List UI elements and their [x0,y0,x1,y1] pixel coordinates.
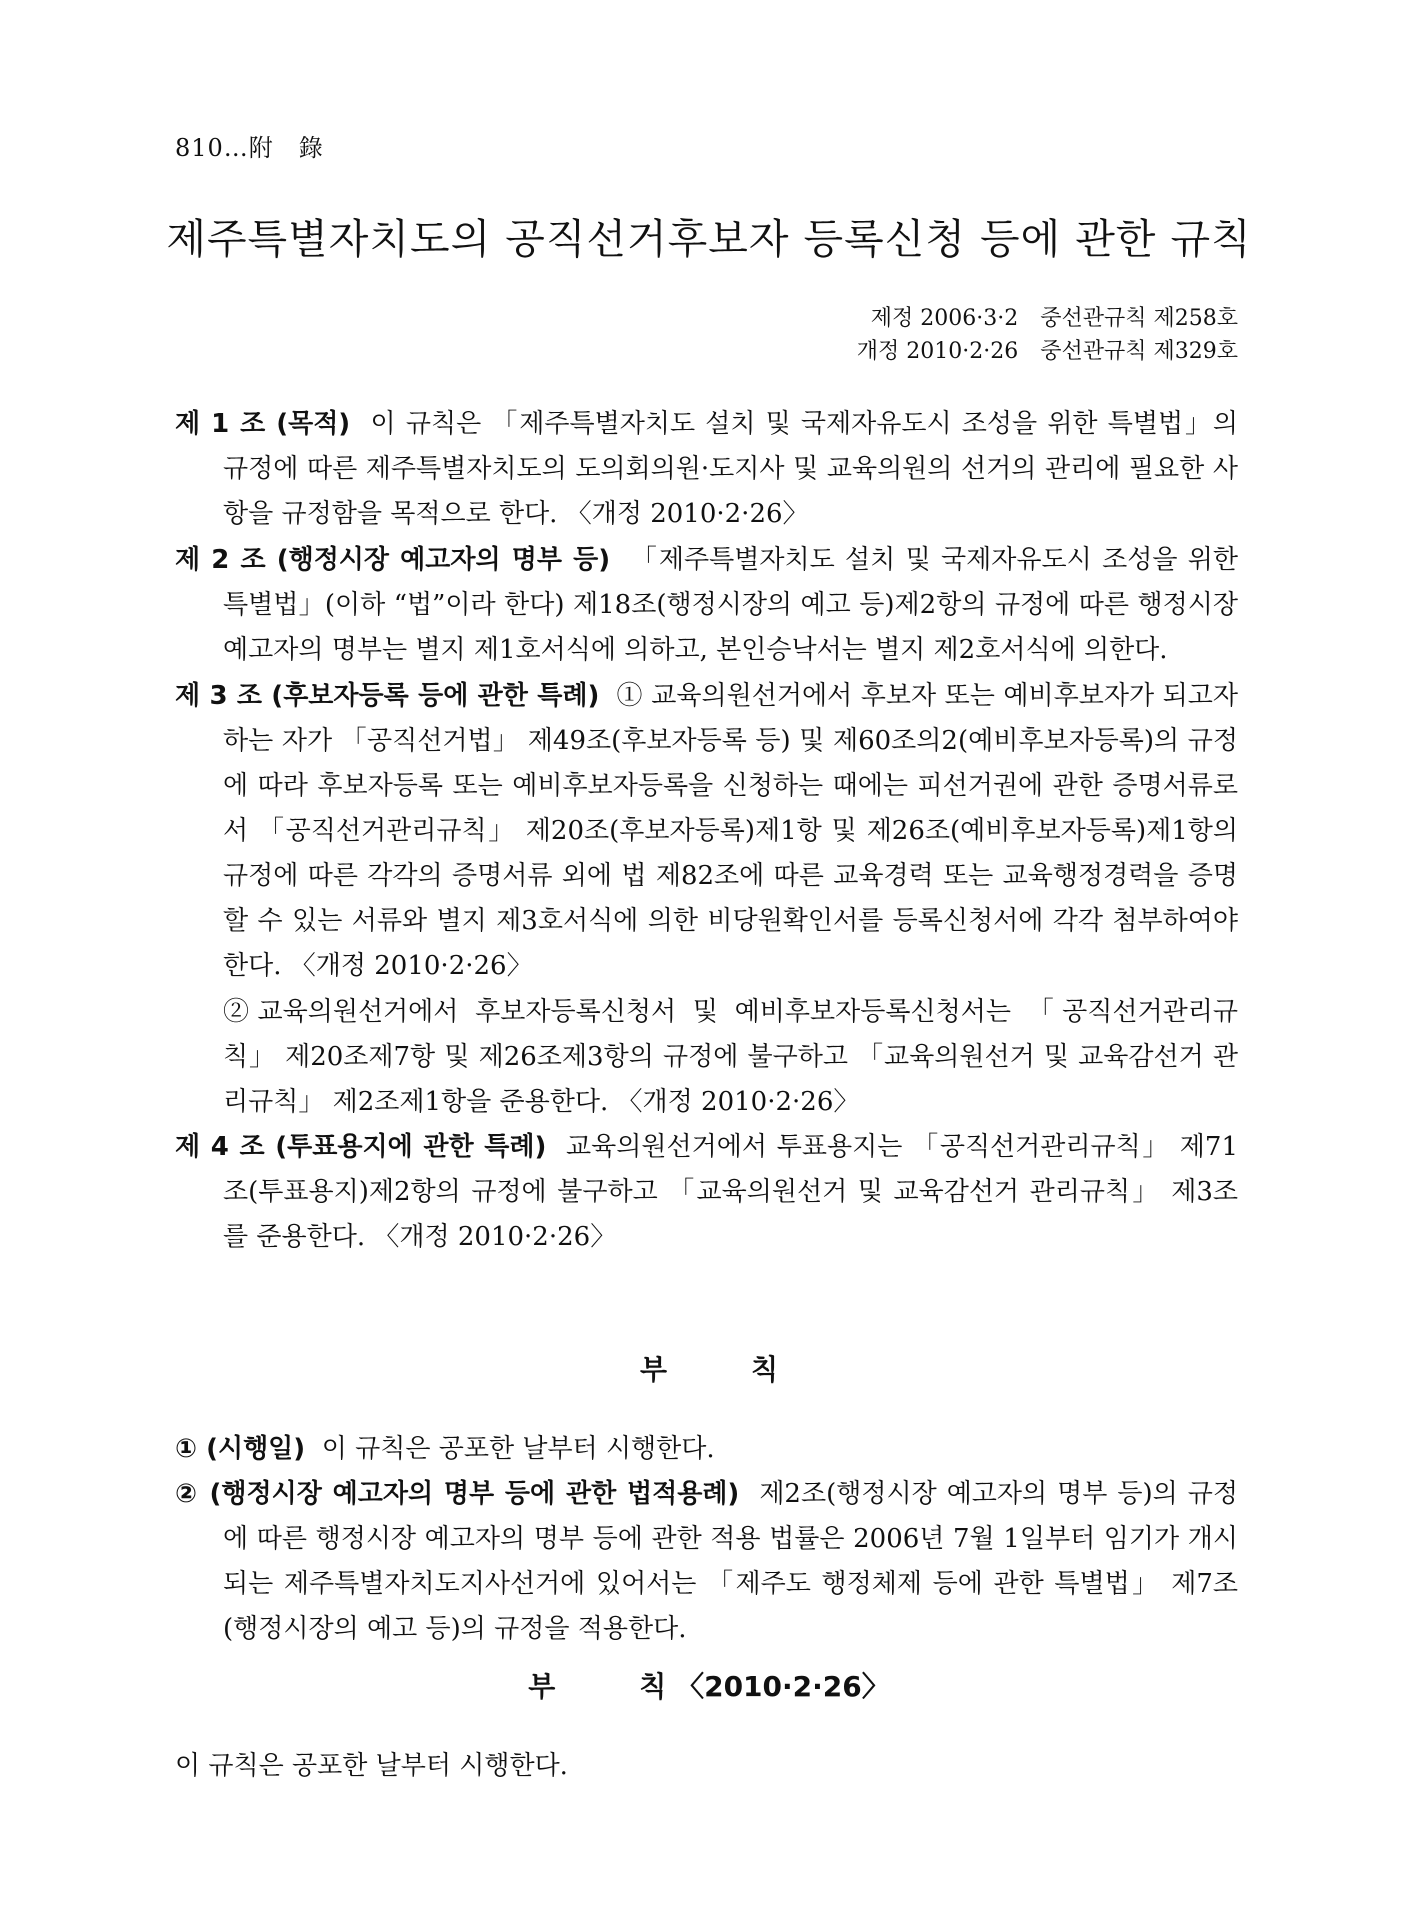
history-line: 제정 2006·3·2 중선관규칙 제258호 [870,306,1238,331]
article-heading: 제 2 조 (행정시장 예고자의 명부 등) [175,545,611,575]
article-heading: 제 1 조 (목적) [175,409,351,439]
article-4 [175,1125,1238,1260]
addenda-2010-text: 이 규칙은 공포한 날부터 시행한다. [175,1751,568,1781]
article-1 [175,402,1238,537]
article-text: 「제주특별자치도 설치 및 국제자유도시 조성을 위한 특별법」(이하 “법”이라 한다) 제18조(행정시장의 예고 등)제2항의 규정에 따른 행정시장 예고자의 명부는 별지 제1호서식에 의하고, 본인승낙서는 별지 제2호서식에 의한다. [223,545,1239,665]
article-text: 이 규칙은 「제주특별자치도 설치 및 국제자유도시 조성을 위한 특별법」의 규정에 따른 제주특별자치도의 도의회의원·도지사 및 교육의원의 선거의 관리에 필요한 사항을 규정함을 목적으로 한다. 〈개정 2010·2·26〉 [223,409,1238,529]
article-heading: 제 4 조 (투표용지에 관한 특례) [175,1132,547,1162]
addenda-item-1 [175,1427,1238,1472]
addenda-title: 부 칙 [639,1353,779,1386]
article-3-paragraph-2: ②교육의원선거에서 후보자등록신청서 및 예비후보자등록신청서는 「공직선거관리규칙」 제20조제7항 및 제26조제3항의 규정에 불구하고 「교육의원선거 및 교육감선거 관리규칙」 제2조제1항을 준용한다. 〈개정 2010·2·26〉 [223,997,1238,1117]
enactment-history [857,302,1238,368]
history-line: 개정 2010·2·26 중선관규칙 제329호 [856,339,1238,364]
article-heading: 제 3 조 (후보자등록 등에 관한 특례) [175,681,600,711]
article-3 [175,674,1238,989]
addenda-2010-title: 부 칙 〈2010·2·26〉 [528,1670,890,1703]
addenda-section [175,1427,1238,1652]
article-text: ① 교육의원선거에서 후보자 또는 예비후보자가 되고자 하는 자가 「공직선거법」 제49조(후보자등록 등) 및 제60조의2(예비후보자등록)의 규정에 따라 후보자등록 또는 예비후보자등록을 신청하는 때에는 피선거권에 관한 증명서류로서 「공직선거관리규칙」 제20조(후보자등록)제1항 및 제26조(예비후보자등록)제1항의 규정에 따른 각각의 증명서류 외에 법 제82조에 따른 교육경력 또는 교육행정경력을 증명할 수 있는 서류와 별지 제3호서식에 의한 비당원확인서를 등록신청서에 각각 첨부하여야 한다. 〈개정 2010·2·26〉 [223,681,1238,981]
addenda-item-text: 이 규칙은 공포한 날부터 시행한다. [321,1434,715,1464]
addenda-item-text: 제2조(행정시장 예고자의 명부 등)의 규정에 따른 행정시장 예고자의 명부 등에 관한 적용 법률은 2006년 7월 1일부터 임기가 개시되는 제주특별자치도지사선거에 있어서는 「제주도 행정체제 등에 관한 특별법」 제7조(행정시장의 예고 등)의 규정을 적용한다. [223,1479,1238,1644]
article-text: 교육의원선거에서 투표용지는 「공직선거관리규칙」 제71조(투표용지)제2항의 규정에 불구하고 「교육의원선거 및 교육감선거 관리규칙」 제3조를 준용한다. 〈개정 2010·2·26〉 [223,1132,1238,1252]
article-2 [175,538,1238,673]
addenda-item-heading: ② (행정시장 예고자의 명부 등에 관한 법적용례) [175,1479,740,1509]
articles-section [175,402,1238,1261]
addenda-item-2 [175,1472,1238,1652]
page-header: 810…附 錄 [175,134,324,162]
document-title: 제주특별자치도의 공직선거후보자 등록신청 등에 관한 규칙 [166,215,1252,263]
addenda-item-heading: ① (시행일) [175,1434,306,1464]
